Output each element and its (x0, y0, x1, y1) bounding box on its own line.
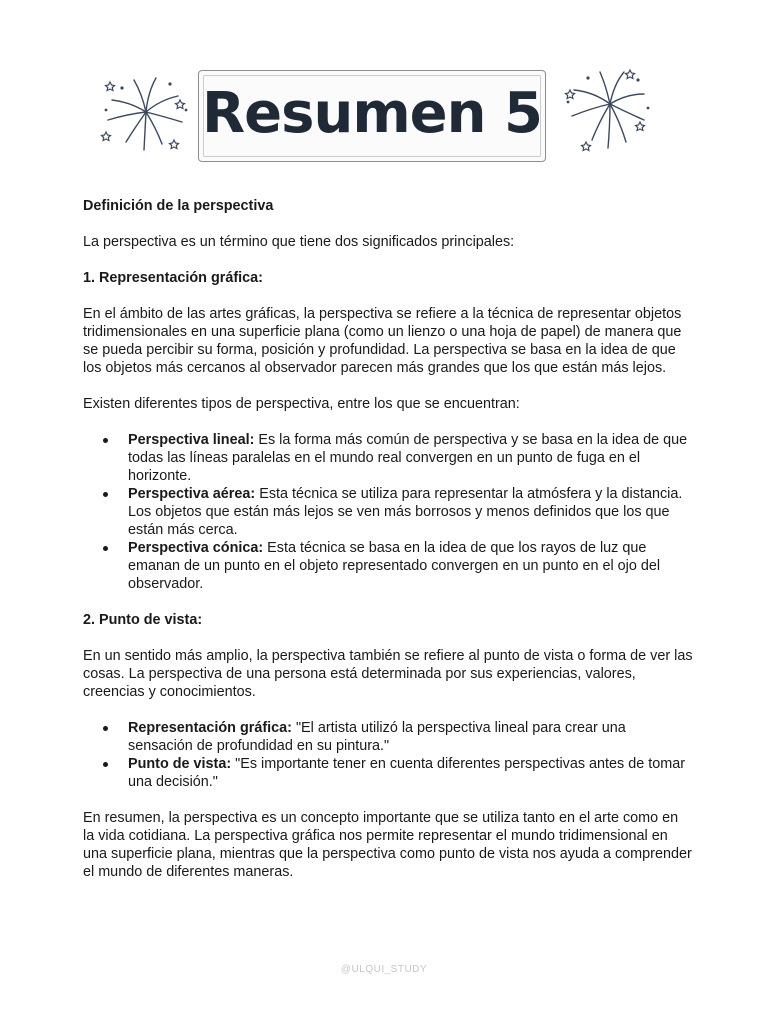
section2-paragraph: En un sentido más amplio, la perspectiva también se refiere al punto de vista o forma de ver las cosas. La perspectiva de una persona está determinada por sus experiencias, valores, creencias y conocimientos. (83, 648, 693, 700)
list-item-text: Es la forma más común de perspectiva y se basa en la idea de que todas las líneas paralelas en el mundo real convergen en un punto de fuga en el horizonte. (128, 432, 688, 484)
types-intro: Existen diferentes tipos de perspectiva, entre los que se encuentran: (83, 396, 520, 412)
perspective-types-list (83, 431, 693, 593)
list-item (83, 485, 693, 539)
intro-paragraph: La perspectiva es un término que tiene dos significados principales: (83, 234, 515, 250)
firework-icon-left (100, 74, 192, 166)
list-item (83, 431, 693, 485)
watermark: @ULQUI_STUDY (340, 964, 428, 975)
section-title: Definición de la perspectiva (83, 198, 274, 214)
list-item-label: Representación gráfica: (128, 720, 292, 736)
list-item (83, 719, 693, 755)
list-item-text: "Es importante tener en cuenta diferentes perspectivas antes de tomar una decisión." (128, 756, 686, 790)
firework-icon-right (560, 68, 652, 160)
section1-paragraph: En el ámbito de las artes gráficas, la perspectiva se refiere a la técnica de representar objetos tridimensionales en una superficie plana (como un lienzo o una hoja de papel) de manera que se pueda percibir su forma, posición y profundidad. La perspectiva se basa en la idea de que los objetos más cercanos al observador parecen más grandes que los que están más lejos. (83, 306, 682, 376)
list-item-text: Esta técnica se basa en la idea de que los rayos de luz que emanan de un punto en el objeto representado convergen en un punto en el ojo del observador. (128, 540, 661, 592)
conclusion-paragraph: En resumen, la perspectiva es un concepto importante que se utiliza tanto en el arte como en la vida cotidiana. La perspectiva gráfica nos permite representar el mundo tridimensional en una superficie plana, mientras que la perspectiva como punto de vista nos ayuda a comprender el mundo de diferentes maneras. (83, 810, 692, 880)
section1-heading: 1. Representación gráfica: (83, 270, 263, 286)
list-item-label: Perspectiva lineal: (128, 432, 255, 448)
title-banner (198, 70, 546, 162)
list-item-text: "El artista utilizó la perspectiva lineal para crear una sensación de profundidad en su pintura." (128, 720, 626, 754)
list-item-text: Esta técnica se utiliza para representar la atmósfera y la distancia. Los objetos que están más lejos se ven más borrosos y menos definidos que los que están más cerca. (128, 486, 683, 538)
list-item (83, 539, 693, 593)
list-item-label: Perspectiva cónica: (128, 540, 264, 556)
list-item-label: Perspectiva aérea: (128, 486, 256, 502)
section2-heading: 2. Punto de vista: (83, 612, 203, 628)
examples-list (83, 719, 693, 791)
list-item-label: Punto de vista: (128, 756, 232, 772)
document-body (83, 197, 693, 881)
list-item (83, 755, 693, 791)
page-title: Resumen 5 (202, 81, 542, 146)
